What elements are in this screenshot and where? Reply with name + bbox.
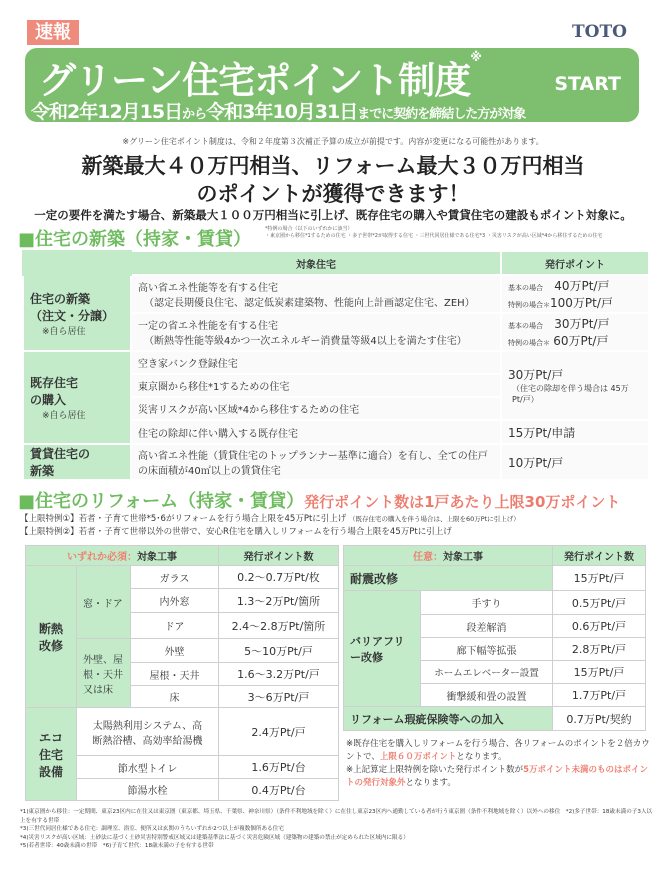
reform-notes: ※既存住宅を購入しリフォームを行う場合、各リフォームのポイントを２倍カウントで、上限６０万ポイントとなります。 ※上記算定上限特例を除いた発行ポイント数が5万ポイント未満のものはポイントの発行対象外となります。 [346, 739, 650, 788]
breaking-news-badge: 速報 [27, 20, 79, 45]
budget-note: ※グリーン住宅ポイント制度は、令和２年度第３次補正予算の成立が前提です。内容が変更になる可能性があります。 [122, 137, 544, 146]
title-banner [25, 48, 639, 122]
brand-logo: TOTO [572, 22, 627, 42]
footnotes: *1)東京圏から移住：一定期間、東京23区内に在住又は東京圏（東京都、埼玉県、千葉県、神奈川県）（条件不利地域を除く）に在住し東京23区内へ通勤している者が行う東京圏（条件不利地域を除く）以外への移住 *2)多子世帯：18歳未満の子3人以上を有する世帯 *3)三世代同居仕様である住宅：調理室、浴室、便所又は玄関のうちいずれか2つ以上が複数個所ある住宅 *4)災害リスクが高い区域：土砂法に基づく土砂災害特別警戒区域又は建築基準法に基づく災害危険区域（建築物の建築の禁止が定められた区域内に限る） *5)若者世帯：40歳未満の世帯 *6)子育て世代：18歳未満の子を有する世帯 [20, 809, 653, 849]
special-case-note: *特例の場合（以下のいずれかに該当） ・東京圏から移住*1するための住宅 ・多子世帯*2が取得する住宅 ・三世代同居仕様である住宅*3 ・災害リスクが高い区域*4から移住するための住宅 [265, 226, 603, 239]
section-heading-new-build: ■住宅の新築（持家・賃貸） [18, 229, 252, 250]
section-heading-reform: ■住宅のリフォーム（持家・賃貸）発行ポイント数は1戸あたり上限30万ポイント [18, 491, 621, 512]
category-existing-purchase: 既存住宅 の購入 ※自ら居住 [23, 351, 131, 444]
eligibility-dates: 令和2年12月15日から令和3年10月31日までに契約を締結した方が対象 [31, 101, 526, 123]
limit-special-1: 【上限特例①】若者・子育て世帯*5･6がリフォームを行う場合上限を45万Ptに引上げ （既存住宅の購入を伴う場合は、上限を60万Ptに引上げ） [20, 514, 520, 524]
page-title: グリーン住宅ポイント制度※ [39, 50, 481, 102]
required-reform-table: いずれか必須：対象工事 発行ポイント数 断熱改修 窓・ドア ガラス 0.2～0.7万Pt/枚 内外窓 1.3～2万Pt/箇所 ドア 2.4～2.8万Pt/箇所 外壁、屋根・天井又は床 外壁 5～10万Pt/戸 屋根・天井 1.6～3.2万Pt/戸 床 3～6万Pt/戸 エコ住宅設備 太陽熱利用システム、高断熱浴槽、高効率給湯機 2.4万Pt/戸 節水型トイレ 1.6万Pt/台 節湯水栓 0.4万Pt/台 [25, 545, 339, 801]
limit-special-2: 【上限特例②】若者・子育て世帯以外の世帯で、安心R住宅を購入しリフォームを行う場合上限を45万Ptに引上げ [20, 527, 452, 537]
category-new-build: 住宅の新築 （注文・分譲） ※自ら居住 [23, 275, 131, 351]
optional-reform-table: 任意：対象工事 発行ポイント数 耐震改修 15万Pt/戸 バリアフリー改修 手すり 0.5万Pt/戸 段差解消 0.6万Pt/戸 廊下幅等拡張 2.8万Pt/戸 ホームエレベーター設置 15万Pt/戸 衝撃緩和畳の設置 1.7万Pt/戸 リフォーム瑕疵保険等への加入 0.7万Pt/契約 [343, 545, 646, 731]
headline-2: のポイントが獲得できます！ [196, 182, 470, 206]
category-rental: 賃貸住宅の 新築 [23, 444, 131, 480]
start-label: START [554, 73, 621, 95]
headline: 新築最大４０万円相当、リフォーム最大３０万円相当 [81, 154, 585, 178]
new-build-table: 対象住宅 発行ポイント 住宅の新築 （注文・分譲） ※自ら居住 高い省エネ性能等を有する住宅 （認定長期優良住宅、認定低炭素建築物、性能向上計画認定住宅、ZEH） 基本の場合 40万Pt/戸 特例の場合＊100万Pt/戸 一定の省エネ性能を有する住宅 （断熱等性能等級4かつ一次エネルギー消費量等級4以上を満たす住宅） 基本の場合 30万Pt/戸 特例の場合＊ 60万Pt/戸 既存住宅 の購入 ※自ら居住 空き家バンク登録住宅 30万Pt/戸 （住宅の除却を伴う場合は 45万Pt/戸） 東京圏から移住*1するための住宅 災害リスクが高い区域*4から移住するための住宅 住宅の除却に伴い購入する既存住宅 15万Pt/申請 賃貸住宅の 新築 高い省エネ性能（賃貸住宅のトップランナー基準に適合）を有し、全ての住戸の床面積が40㎡以上の賃貸住宅 10万Pt/戸 [22, 250, 650, 481]
subheadline: 一定の要件を満たす場合、新築最大１００万円相当に引上げ、既存住宅の購入や賃貸住宅の建設もポイント対象に。 [34, 208, 632, 222]
